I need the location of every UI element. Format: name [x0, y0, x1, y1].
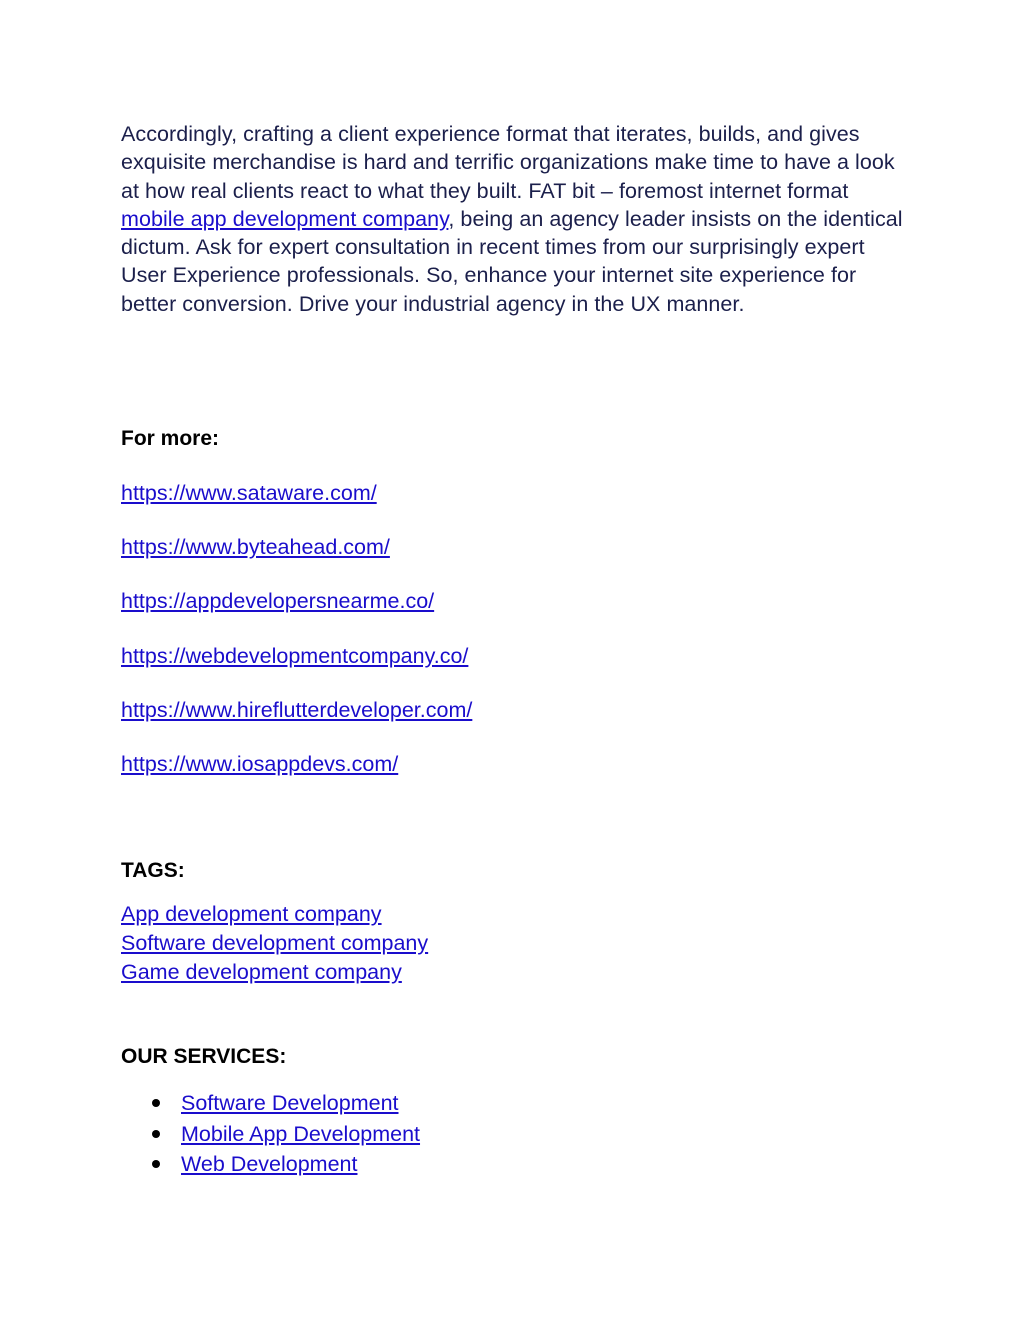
intro-text-after: , being an agency leader insists on the identical dictum. Ask for expert consultation in recent times from our surprisingly expert User Experience professionals. So, enhance your internet site experience for better conversion. Drive your industrial agency in the UX manner.: [121, 206, 903, 316]
mobile-app-development-company-link[interactable]: mobile app development company: [121, 206, 449, 231]
byteahead-link[interactable]: https://www.byteahead.com/: [121, 535, 390, 560]
service-software-development-link[interactable]: Software Development: [181, 1091, 399, 1115]
for-more-heading: For more:: [121, 427, 220, 450]
list-item: [121, 1119, 420, 1150]
services-heading: OUR SERVICES:: [121, 1045, 287, 1068]
appdevelopersnearme-link[interactable]: https://appdevelopersnearme.co/: [121, 589, 435, 614]
sataware-link[interactable]: https://www.sataware.com/: [121, 481, 377, 505]
for-more-link-list: [121, 479, 472, 804]
service-mobile-app-development-link[interactable]: Mobile App Development: [181, 1121, 421, 1146]
bullet-icon: [152, 1160, 160, 1168]
bullet-icon: [152, 1099, 160, 1107]
iosappdevs-link[interactable]: https://www.iosappdevs.com/: [121, 751, 399, 776]
tag-software-development-company[interactable]: Software development company: [121, 930, 429, 955]
bullet-icon: [152, 1130, 160, 1138]
tag-game-development-company[interactable]: Game development company: [121, 959, 402, 984]
service-web-development-link[interactable]: Web Development: [181, 1152, 358, 1176]
intro-paragraph: [121, 120, 911, 318]
tags-list: [121, 900, 428, 986]
services-list: [121, 1088, 420, 1180]
intro-text-before: Accordingly, crafting a client experience format that iterates, builds, and gives exquisite merchandise is hard and terrific organizations make time to have a look at how real clients react to what they built. FAT bit – foremost internet format: [121, 122, 895, 203]
webdevelopmentcompany-link[interactable]: https://webdevelopmentcompany.co/: [121, 643, 469, 668]
list-item: [121, 1088, 420, 1119]
list-item: [121, 1149, 420, 1180]
hireflutterdeveloper-link[interactable]: https://www.hireflutterdeveloper.com/: [121, 697, 473, 722]
tags-heading: TAGS:: [121, 859, 185, 882]
tag-app-development-company[interactable]: App development company: [121, 902, 382, 926]
